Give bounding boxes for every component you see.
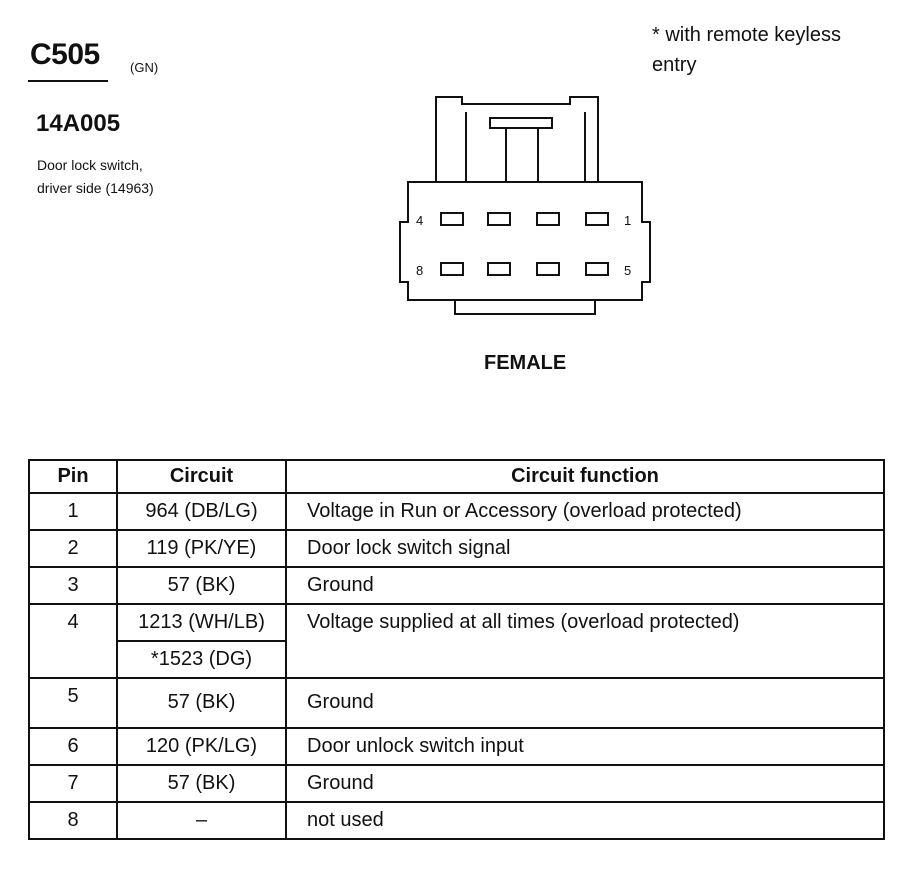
cavity-1 (586, 213, 608, 225)
cavity-6 (537, 263, 559, 275)
function-cell: Ground (286, 765, 884, 802)
circuit-cell: 119 (PK/YE) (117, 530, 286, 567)
pin-cell: 1 (29, 493, 117, 530)
connector-body (400, 182, 650, 300)
connector-skirt (455, 300, 595, 314)
header-circuit: Circuit (117, 460, 286, 493)
part-number: 14A005 (36, 110, 121, 137)
note-line-2: entry (652, 54, 697, 76)
pinout-table (28, 459, 885, 840)
function-cell: Voltage supplied at all times (overload protected) (286, 604, 884, 678)
pin-cell: 8 (29, 802, 117, 839)
cavity-3 (488, 213, 510, 225)
cavity-8 (441, 263, 463, 275)
function-cell: Door unlock switch input (286, 728, 884, 765)
table-row (29, 802, 884, 839)
circuit-cell: 57 (BK) (117, 765, 286, 802)
cavity-2 (537, 213, 559, 225)
circuit-cell: 57 (BK) (117, 678, 286, 728)
circuit-value-alt: *1523 (DG) (118, 640, 285, 671)
pin-cell: 5 (29, 678, 117, 728)
table-row (29, 567, 884, 604)
function-cell: Ground (286, 567, 884, 604)
function-cell: Ground (286, 678, 884, 728)
function-cell: not used (286, 802, 884, 839)
pin-cell: 2 (29, 530, 117, 567)
table-row (29, 765, 884, 802)
circuit-cell (117, 604, 286, 678)
cavity-4 (441, 213, 463, 225)
pin-label-5: 5 (624, 263, 632, 278)
circuit-cell: – (117, 802, 286, 839)
table-row (29, 678, 884, 728)
circuit-cell: 120 (PK/LG) (117, 728, 286, 765)
table-row (29, 604, 884, 678)
table-row (29, 728, 884, 765)
latch-housing (436, 97, 598, 182)
pin-label-8: 8 (416, 263, 424, 278)
connector-color: (GN) (130, 60, 159, 75)
pin-cavities (441, 213, 608, 275)
note (652, 20, 841, 80)
cavity-5 (586, 263, 608, 275)
note-line-1: * with remote keyless (652, 24, 841, 46)
cavity-7 (488, 263, 510, 275)
table-row (29, 493, 884, 530)
function-cell: Voltage in Run or Accessory (overload protected) (286, 493, 884, 530)
table-header-row (29, 460, 884, 493)
connector-face-diagram (380, 82, 670, 322)
connector-id: C505 (30, 38, 100, 71)
connector-id-underline (28, 80, 108, 82)
pin-cell: 3 (29, 567, 117, 604)
table-row (29, 530, 884, 567)
header-pin: Pin (29, 460, 117, 493)
description-line-2: driver side (14963) (37, 180, 154, 196)
circuit-cell: 57 (BK) (117, 567, 286, 604)
pin-cell: 4 (29, 604, 117, 678)
pin-label-4: 4 (416, 213, 424, 228)
description-line-1: Door lock switch, (37, 157, 143, 173)
latch-post (506, 128, 538, 182)
pin-label-1: 1 (624, 213, 632, 228)
pin-cell: 6 (29, 728, 117, 765)
circuit-cell: 964 (DB/LG) (117, 493, 286, 530)
function-cell: Door lock switch signal (286, 530, 884, 567)
connector-gender: FEMALE (484, 352, 567, 374)
header-function: Circuit function (286, 460, 884, 493)
latch-tab (490, 118, 552, 128)
pin-cell: 7 (29, 765, 117, 802)
circuit-value: 1213 (WH/LB) (138, 611, 265, 633)
